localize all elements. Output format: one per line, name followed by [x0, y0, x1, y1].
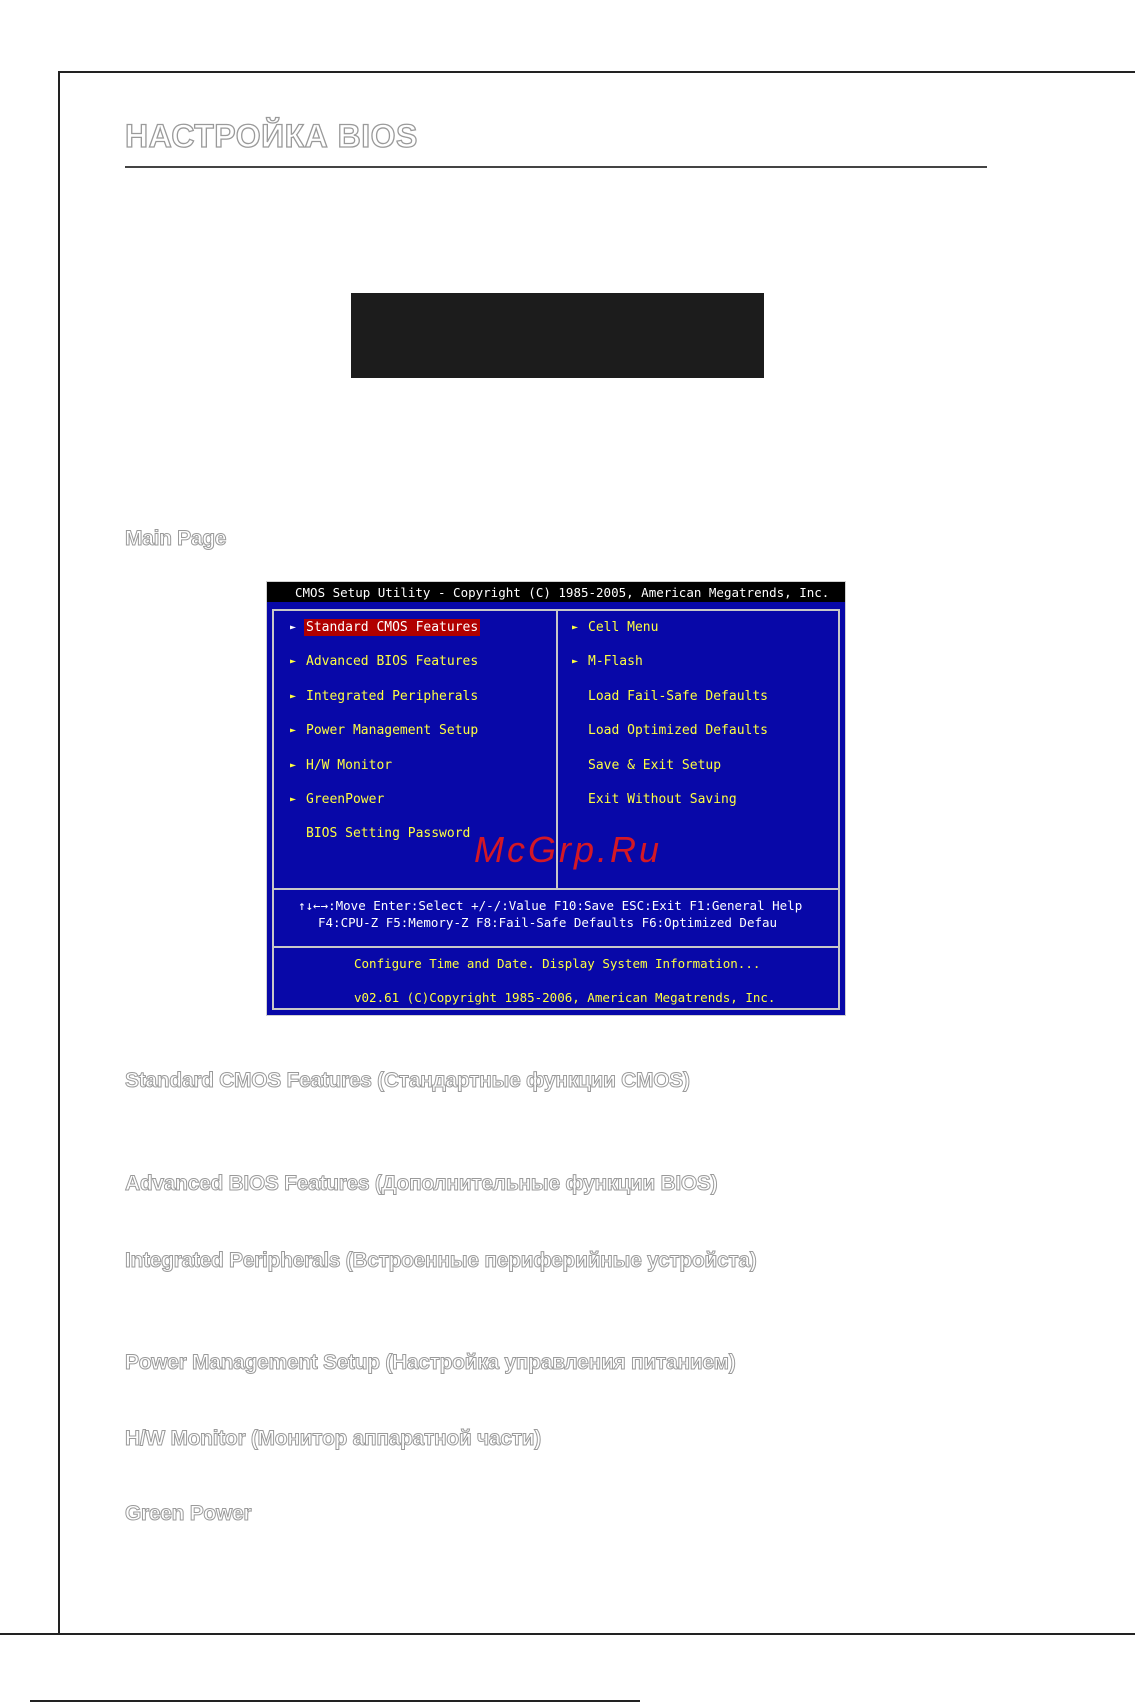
bios-item-label: H/W Monitor: [306, 758, 393, 773]
frame-left-border: [58, 72, 60, 1634]
watermark: McGrp.Ru: [474, 829, 663, 870]
bios-arrow-icon: ►: [290, 725, 297, 736]
bios-menu-panel: [272, 609, 840, 1010]
bios-arrow-icon: ►: [290, 691, 297, 702]
heading-standard-cmos-features: Standard CMOS Features (Стандартные функции CMOS): [125, 1069, 690, 1092]
main-page-heading: Main Page: [125, 527, 227, 550]
bios-item-label: Cell Menu: [588, 620, 659, 635]
redacted-black-box: [351, 293, 764, 378]
heading-hw-monitor: H/W Monitor (Монитор аппаратной части): [125, 1427, 541, 1450]
bios-help-divider: [274, 946, 838, 948]
bios-arrow-icon: ►: [290, 794, 297, 805]
bios-item-label: M-Flash: [588, 654, 643, 669]
bios-arrow-icon: ►: [572, 656, 579, 667]
bios-arrow-icon: ►: [290, 760, 297, 771]
bios-item-label: Power Management Setup: [306, 723, 479, 738]
bios-item-label: Load Fail-Safe Defaults: [588, 689, 769, 704]
bios-arrow-icon: ►: [572, 622, 579, 633]
bios-item-label: Standard CMOS Features: [306, 620, 479, 635]
title-divider: [125, 166, 987, 168]
bios-item-label: GreenPower: [306, 792, 385, 807]
bios-keys-line-1: ↑↓←→:Move Enter:Select +/-/:Value F10:Save ESC:Exit F1:General Help: [298, 898, 803, 913]
frame-top-border: [58, 71, 1135, 73]
bios-arrow-icon: ►: [290, 656, 297, 667]
bios-title-bar: [267, 582, 845, 602]
bios-title: CMOS Setup Utility - Copyright (C) 1985-2005, American Megatrends, Inc.: [295, 585, 830, 600]
bios-arrow-icon: ►: [290, 622, 297, 633]
heading-green-power: Green Power: [125, 1502, 252, 1525]
page-title: НАСТРОЙКА BIOS: [125, 118, 418, 154]
heading-advanced-bios-features: Advanced BIOS Features (Дополнительные функции BIOS): [125, 1172, 718, 1195]
bios-item-label: Advanced BIOS Features: [306, 654, 479, 669]
frame-bottom-border: [0, 1633, 1135, 1635]
bios-item-label: Exit Without Saving: [588, 792, 737, 807]
bios-item-label: BIOS Setting Password: [306, 826, 471, 841]
heading-integrated-peripherals: Integrated Peripherals (Встроенные периферийные устройста): [125, 1249, 757, 1272]
bios-version: v02.61 (C)Copyright 1985-2006, American Megatrends, Inc.: [354, 990, 776, 1005]
bios-help-text: Configure Time and Date. Display System Information...: [354, 956, 761, 971]
bios-keys-divider: [274, 888, 838, 890]
heading-power-management-setup: Power Management Setup (Настройка управления питанием): [125, 1351, 736, 1374]
bios-item-label: Save & Exit Setup: [588, 758, 722, 773]
bios-keys-line-2: F4:CPU-Z F5:Memory-Z F8:Fail-Safe Defaults F6:Optimized Defau: [318, 915, 778, 930]
bios-screenshot: [266, 581, 846, 1016]
bios-item-label: Load Optimized Defaults: [588, 723, 769, 738]
bios-item-label: Integrated Peripherals: [306, 689, 479, 704]
